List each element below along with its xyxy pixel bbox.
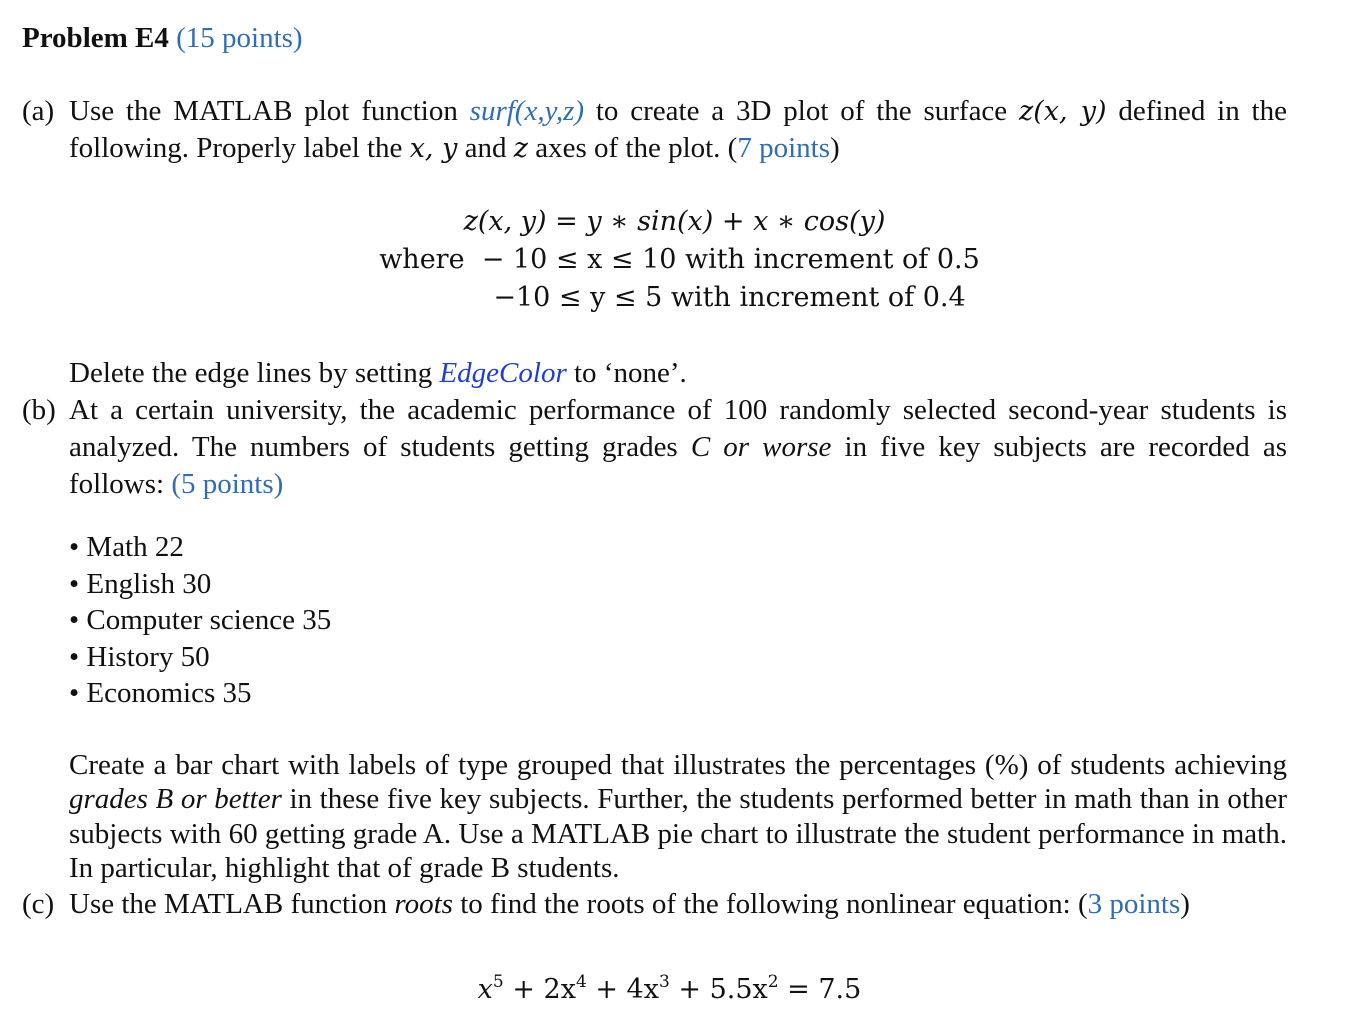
part-a-text: Delete the edge lines by setting: [69, 357, 440, 389]
part-c-text: to find the roots of the following nonlinear equation: (: [452, 887, 1088, 920]
part-c-label: (c): [22, 887, 55, 920]
part-c: [22, 886, 1287, 923]
roots-function: roots: [394, 887, 453, 920]
eq-exponent: 3: [658, 971, 670, 992]
part-b-text: in five key subjects are recorded as follows:: [69, 431, 1288, 500]
problem-title: [22, 20, 1287, 57]
problem-heading: Problem E4: [22, 22, 169, 54]
part-a-text: ): [830, 132, 840, 164]
part-a-label: (a): [22, 95, 55, 127]
list-item: • Economics 35: [69, 677, 252, 709]
eq-exponent: 4: [575, 971, 587, 992]
eq-term: + 2x: [503, 973, 576, 1005]
part-a-text: axes of the plot. (: [527, 132, 738, 164]
surf-function: surf(x,y,z): [469, 95, 585, 127]
eq-term: + 4x: [586, 973, 659, 1005]
part-b-points: (5 points): [171, 468, 284, 500]
part-b-text: in these five key subjects. Further, the students performed better in math than in other subjects with 60 getting grade A. Use a MATLAB pie chart to illustrate the student performance in math. In particular, highlight that of grade B students.: [69, 783, 1287, 884]
c-or-worse: C or worse: [690, 431, 832, 463]
part-b: [22, 392, 1287, 503]
eq-term: = 7.5: [778, 973, 862, 1005]
eq-exponent: 2: [767, 971, 779, 992]
part-c-text: ): [1180, 887, 1190, 920]
surface-equation-block: [22, 203, 1287, 317]
part-b-text: Create a bar chart with labels of type grouped that illustrates the percentages (%) of students achieving: [69, 748, 1287, 781]
part-a-text: Use the MATLAB plot function: [69, 95, 470, 127]
part-a-text: and: [457, 132, 514, 164]
eq-term: + 5.5x: [669, 973, 768, 1005]
zxy-expression: z(x, y): [1019, 96, 1107, 127]
surface-equation: z(x, y) = y ∗ sin(x) + x ∗ cos(y): [463, 206, 886, 237]
subject-list: [69, 529, 1287, 712]
eq-exponent: 5: [492, 971, 504, 992]
xy-vars: x, y: [409, 133, 458, 164]
edgecolor-keyword: EdgeColor: [439, 357, 567, 389]
part-b-text: At a certain university, the academic performance of 100 randomly selected second-year students is analyzed. The numbers of students getting grades: [69, 394, 1287, 463]
problem-points: (15 points): [176, 22, 303, 54]
part-a-text: to ‘none’.: [566, 357, 687, 389]
part-a-text: to create a 3D plot of the surface: [584, 95, 1020, 127]
y-range: −10 ≤ y ≤ 5 with increment of 0.4: [493, 282, 966, 313]
part-c-points: 3 points: [1087, 887, 1181, 920]
list-item: • Computer science 35: [69, 604, 332, 636]
bar-chart-task: [22, 748, 1287, 886]
polynomial-equation: [22, 971, 1287, 1008]
x-range: where − 10 ≤ x ≤ 10 with increment of 0.5: [379, 244, 980, 275]
part-a-points: 7 points: [737, 132, 830, 164]
list-item: • Math 22: [69, 531, 184, 563]
list-item: • History 50: [69, 640, 210, 673]
part-b-label: (b): [22, 394, 56, 426]
part-a: [22, 93, 1287, 167]
eq-term: x: [477, 973, 493, 1005]
b-or-better: grades B or better: [69, 783, 282, 815]
list-item: • English 30: [69, 567, 212, 600]
problem-page: [22, 20, 1287, 1008]
part-a-text: defined in the following. Properly label the: [69, 95, 1287, 164]
z-var: z: [513, 133, 528, 164]
part-c-text: Use the MATLAB function: [69, 887, 395, 920]
edgecolor-instruction: [22, 355, 1287, 392]
